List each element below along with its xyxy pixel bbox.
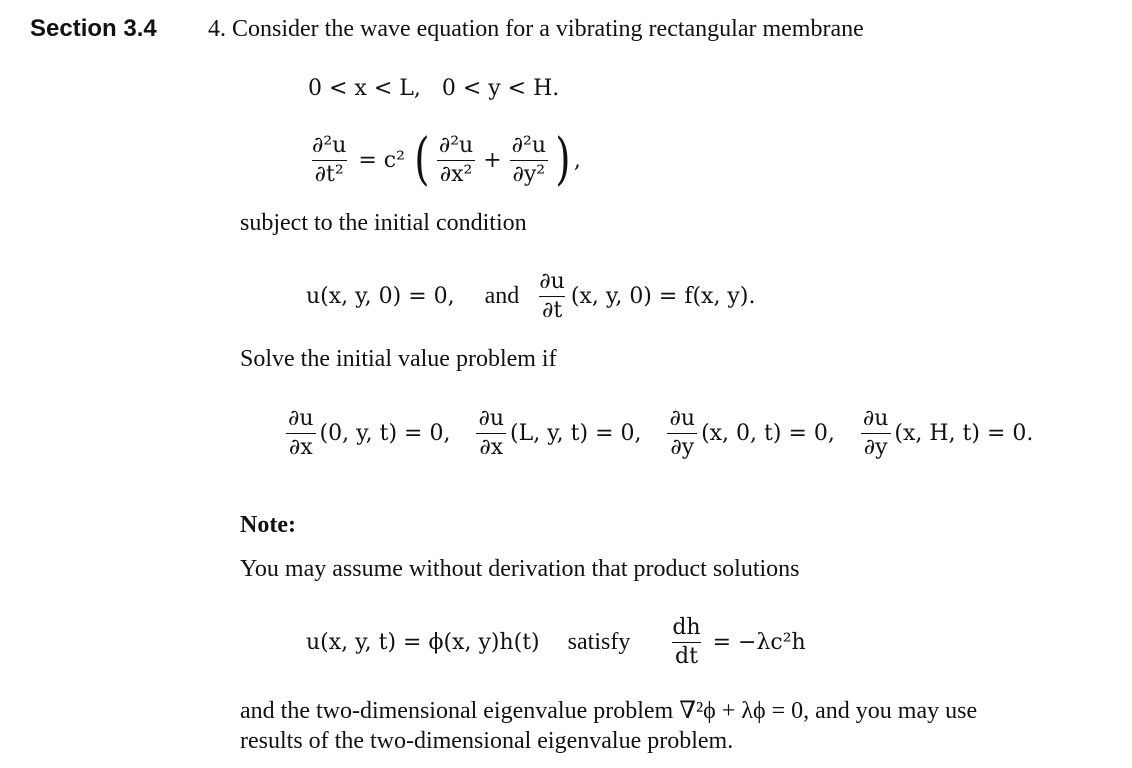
- pde-term2-numerator: ∂²u: [511, 133, 546, 159]
- note-text: You may assume without derivation that product solutions: [240, 556, 800, 582]
- ic-velocity-denominator: ∂t: [539, 296, 565, 322]
- bc-right-numerator: ∂u: [478, 406, 504, 432]
- bc-right-denominator: ∂x: [476, 433, 506, 459]
- time-ode-rhs: = −λc²h: [712, 629, 806, 655]
- pde-term2-fraction: [509, 134, 549, 185]
- wave-equation: [306, 120, 581, 200]
- initial-conditions: [306, 264, 755, 328]
- bc-bottom-denominator: ∂y: [667, 433, 697, 459]
- bc-right-fraction: [475, 407, 507, 458]
- bc-bottom-numerator: ∂u: [669, 406, 696, 432]
- time-ode-fraction: [669, 616, 703, 667]
- pde-term1-numerator: ∂²u: [438, 133, 474, 159]
- final-text-line1: and the two-dimensional eigenvalue problem ∇²ϕ + λϕ = 0, and you may use: [240, 698, 978, 724]
- note-heading: Note:: [240, 512, 296, 538]
- pde-term1-fraction: [436, 134, 476, 185]
- pde-lhs-numerator: ∂²u: [312, 133, 347, 159]
- bc-left-numerator: ∂u: [288, 406, 314, 432]
- bc-bottom-rest: (x, 0, t) = 0,: [701, 420, 835, 446]
- pde-term2-denominator: ∂y²: [510, 160, 549, 186]
- ic-velocity-fraction: [536, 270, 568, 321]
- problem-heading: 4. Consider the wave equation for a vibrating rectangular membrane: [208, 16, 864, 42]
- time-ode-denominator: dt: [672, 642, 701, 668]
- pde-plus: +: [483, 147, 502, 173]
- left-paren: (: [414, 127, 430, 192]
- product-solution-lhs: u(x, y, t) = ϕ(x, y)h(t): [306, 629, 540, 655]
- time-ode-numerator: dh: [672, 615, 701, 641]
- bc-bottom-fraction: [667, 407, 699, 458]
- final-text-line2: results of the two-dimensional eigenvalue problem.: [240, 728, 734, 754]
- pde-trailing-comma: ,: [573, 147, 581, 173]
- bc-top-denominator: ∂y: [861, 433, 891, 459]
- bc-top-fraction: [860, 407, 892, 458]
- bc-top-rest: (x, H, t) = 0.: [894, 420, 1034, 446]
- ic-velocity-rest: (x, y, 0) = f(x, y).: [570, 283, 756, 309]
- bc-right-rest: (L, y, t) = 0,: [510, 420, 642, 446]
- bc-left: [282, 407, 450, 458]
- bc-top-numerator: ∂u: [862, 406, 889, 432]
- ic-displacement: u(x, y, 0) = 0,: [306, 283, 455, 309]
- pde-term1-denominator: ∂x²: [437, 160, 476, 186]
- bc-left-rest: (0, y, t) = 0,: [319, 420, 451, 446]
- bc-right: [472, 407, 641, 458]
- bc-left-fraction: [285, 407, 317, 458]
- solve-text: Solve the initial value problem if: [240, 346, 557, 372]
- bc-bottom: [664, 407, 835, 458]
- section-label: Section 3.4: [30, 15, 157, 42]
- pde-lhs-fraction: [309, 134, 349, 185]
- bc-left-denominator: ∂x: [286, 433, 316, 459]
- pde-equals-c2: = c²: [358, 147, 405, 173]
- subject-text: subject to the initial condition: [240, 210, 527, 236]
- right-paren: ): [555, 127, 571, 192]
- pde-lhs-denominator: ∂t²: [312, 160, 347, 186]
- bc-top: [857, 407, 1034, 458]
- satisfy-word: satisfy: [567, 628, 631, 655]
- boundary-conditions: [282, 400, 1033, 466]
- ic-velocity-numerator: ∂u: [539, 269, 565, 295]
- domain-inequality: 0 < x < L, 0 < y < H.: [308, 76, 560, 101]
- ic-and-word: and: [484, 282, 520, 309]
- product-solution: [306, 610, 806, 674]
